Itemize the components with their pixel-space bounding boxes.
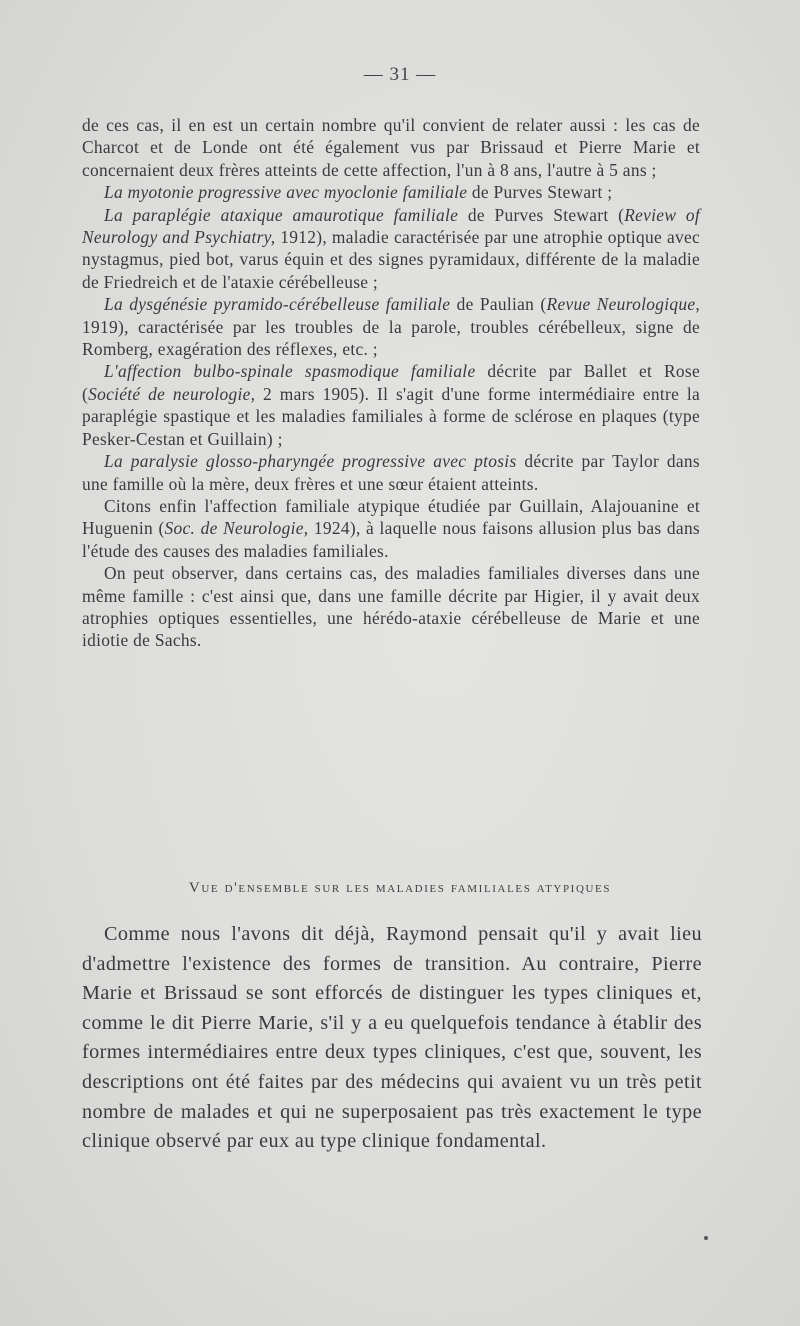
paragraph-4 xyxy=(82,293,700,360)
paragraph-3-title: La paraplégie ataxique amaurotique familiale xyxy=(104,204,459,225)
paragraph-2 xyxy=(82,181,700,203)
body-text-small xyxy=(82,114,700,652)
paragraph-3-rest: 1912), maladie caractérisée par une atrophie optique avec nystagmus, pied bot, varus équin et des signes pyramidaux, différente de la maladie de Friedreich et de l'ataxie cérébelleuse ; xyxy=(82,227,701,292)
paragraph-4-journal: Revue Neurologique, xyxy=(546,294,701,315)
paragraph-5-mid: décrite par Ballet et Rose ( xyxy=(82,361,701,404)
paragraph-2-rest: de Purves Stewart ; xyxy=(467,182,613,203)
paragraph-6-rest: décrite par Taylor dans une famille où la mère, deux frères et une sœur étaient atteints. xyxy=(82,451,700,494)
paragraph-5-journal: Société de neurologie, xyxy=(88,383,256,404)
paragraph-7-b: 1924), à laquelle nous faisons allusion plus bas dans l'étude des causes des maladies familiales. xyxy=(82,518,701,561)
paragraph-3 xyxy=(82,204,700,294)
paragraph-1: de ces cas, il en est un certain nombre qu'il convient de relater aussi : les cas de Charcot et de Londe ont été également vus par Brissaud et Pierre Marie et concernaient deux frères atteints de cette affection, l'un à 8 ans, l'autre à 5 ans ; xyxy=(82,115,700,180)
paragraph-5-title: L'affection bulbo-spinale spasmodique familiale xyxy=(104,361,476,382)
paragraph-5 xyxy=(82,360,700,450)
paragraph-5-rest: 2 mars 1905). Il s'agit d'une forme intermédiaire entre la paraplégie spastique et les maladies familiales à forme de sclérose en plaques (type Pesker-Cestan et Guillain) ; xyxy=(82,383,701,449)
paragraph-6-title: La paralysie glosso-pharyngée progressive avec ptosis xyxy=(104,451,517,472)
paragraph-8: On peut observer, dans certains cas, des maladies familiales diverses dans une même famille : c'est ainsi que, dans une famille décrite par Higier, il y avait deux atrophies optiques essentielles, une hérédo-ataxie cérébelleuse de Marie et une idiotie de Sachs. xyxy=(82,563,700,651)
paragraph-7-journal: Soc. de Neurologie, xyxy=(164,518,309,539)
paragraph-2-title: La myotonie progressive avec myoclonie familiale xyxy=(104,182,468,203)
paragraph-4-mid: de Paulian ( xyxy=(450,294,547,315)
ink-speck xyxy=(704,1236,708,1240)
section-heading: Vue d'ensemble sur les maladies familiales atypiques xyxy=(188,880,612,896)
paragraph-6 xyxy=(82,450,700,495)
page-number: — 31 — xyxy=(363,64,437,85)
paragraph-7 xyxy=(82,495,700,562)
section-paragraph: Comme nous l'avons dit déjà, Raymond pensait qu'il y avait lieu d'admettre l'existence des formes de transition. Au contraire, Pierre Marie et Brissaud se sont efforcés de distinguer les types cliniques et, comme le dit Pierre Marie, s'il y a eu quelquefois tendance à établir des formes intermédiaires entre deux types cliniques, c'est que, souvent, les descriptions ont été faites par des médecins qui avaient vu un très petit nombre de malades et qui ne superposaient pas très exactement le type clinique observé par eux au type clinique fondamental. xyxy=(82,923,702,1153)
paragraph-7-a: Citons enfin l'affection familiale atypique étudiée par Guillain, Alajouanine et Huguenin ( xyxy=(82,495,700,539)
paragraph-4-rest: 1919), caractérisée par les troubles de la parole, troubles cérébelleux, signe de Romberg, exagération des réflexes, etc. ; xyxy=(82,316,700,360)
paragraph-3-mid: de Purves Stewart ( xyxy=(458,204,625,225)
paragraph-4-title: La dysgénésie pyramido-cérébelleuse familiale xyxy=(104,294,451,315)
paragraph-3-journal: Review of Neurology and Psychiatry, xyxy=(82,204,700,248)
body-text-large xyxy=(82,920,702,1157)
